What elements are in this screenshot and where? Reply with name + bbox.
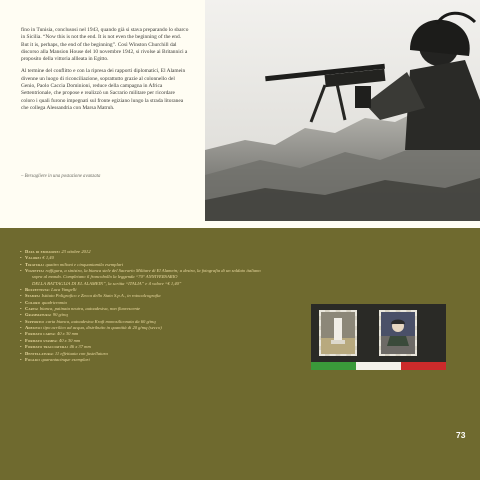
spec-key: Grammatura: [25,312,52,318]
spec-key: Bozzettista: [25,287,50,293]
spec-key: Dentellatura: [25,350,54,356]
upper-section [0,0,480,228]
spec-value: quarantacinque esemplari [41,356,90,362]
article-text [21,27,189,117]
spec-key: Adesivo: [25,325,43,331]
spec-value: bianca, patinata neutra, autoadesiva, non fluorescente [39,306,141,312]
spec-key: Formato tracciatura: [25,344,69,350]
spec-value: Istituto Poligrafico e Zecca dello Stato S.p.A., in rotocalcografia [41,293,161,299]
spec-value-line: DELLA BATTAGLIA DI EL ALAMEIN”, la scritta “ITALIA” e il valore “€ 1,40” [32,280,182,286]
spec-value: Luca Vangelli [51,287,77,293]
soldier-photo [205,0,480,221]
spec-value: raffigura, a sinistra, la bianca stele del Sacrario Militare di El Alamein; a destra, la fotografia di un soldato italiano [45,268,261,274]
photo-caption: – Bersagliere in una postazione avanzata [21,174,101,179]
stamp-sheet [311,304,446,362]
spec-key: Vignetta: [25,268,45,274]
article-paragraph-1: fino in Tunisia, conclusosi nel 1943, quando già si stava preparando lo sbarco in Sicilia. “Now this is not the end. It is not even the beginning of the end. But it is, perhaps, the end of the beginning”. Così Winston Churchill dal discorso alla Mansion House del 10 novembre 1942, si rivolse ai Britannici a proposito della vittoria allleata in Egitto. [21,27,189,63]
spec-value: quadricromia [41,299,67,305]
stamp-pair-image [311,304,446,370]
spec-key: Formato carta: [25,331,56,337]
spec-key: Supporto: [25,318,45,324]
stamp-memorial [319,310,357,356]
spec-item [20,268,282,287]
soldier-portrait-icon [381,312,415,354]
spec-key: Stampa: [25,293,41,299]
spec-key: Carta: [25,306,39,312]
spec-item [20,357,282,363]
spec-value: carta bianca, autoadesiva Kraft monosiliconata da 60 g/mq [45,318,156,324]
soldier-photo-image [205,0,480,221]
spec-value: 40 x 30 mm [58,337,81,343]
spec-value: tipo acrilico ad acqua, distribuito in quantità di 20 g/mq (secco) [43,325,162,331]
memorial-stele-icon [321,312,355,354]
page-number: 73 [456,430,466,440]
spec-key: Valore: [25,255,42,261]
spec-value: 11 effettuata con fustellatura [54,350,108,356]
flag-white [356,362,401,370]
spec-value: 40 x 30 mm [56,331,79,337]
spec-value: 90 g/mq [52,312,68,318]
spec-key: Tiratura: [25,261,45,267]
spec-value: € 1,40 [42,255,54,261]
italian-flag-strip [311,362,446,370]
spec-key: Foglio: [25,356,41,362]
spec-key: Data di emissione: [25,249,61,254]
flag-red [401,362,446,370]
stamp-soldier [379,310,417,356]
stamp-specifications [20,249,282,363]
spec-value: 23 ottobre 2012 [61,249,91,254]
spec-key: Formato stampa: [25,337,58,343]
spec-value: 46 x 37 mm [69,344,91,350]
spec-value: quattro milioni e cinquantamila esemplari [45,261,124,267]
flag-green [311,362,356,370]
spec-value-line: sopra al mondo. Completano il francobollo la leggenda “70° ANNIVERSARIO [32,274,178,280]
article-paragraph-2: Al termine del conflitto e con la ripresa dei rapporti diplomatici, El Alamein divenne un luogo di riconciliazione, soprattutto grazie al colonnello del Genio, Paolo Caccia Dominioni, reduce della campagna in Africa Settentrionale, che propose e realizzò un Sacrario militare per ricordare coloro i quali furono impegnati sul fronte egiziano lungo la strada litoranea che collega Alessandria con Marsa Matruh. [21,68,186,111]
spec-key: Colori: [25,299,41,305]
